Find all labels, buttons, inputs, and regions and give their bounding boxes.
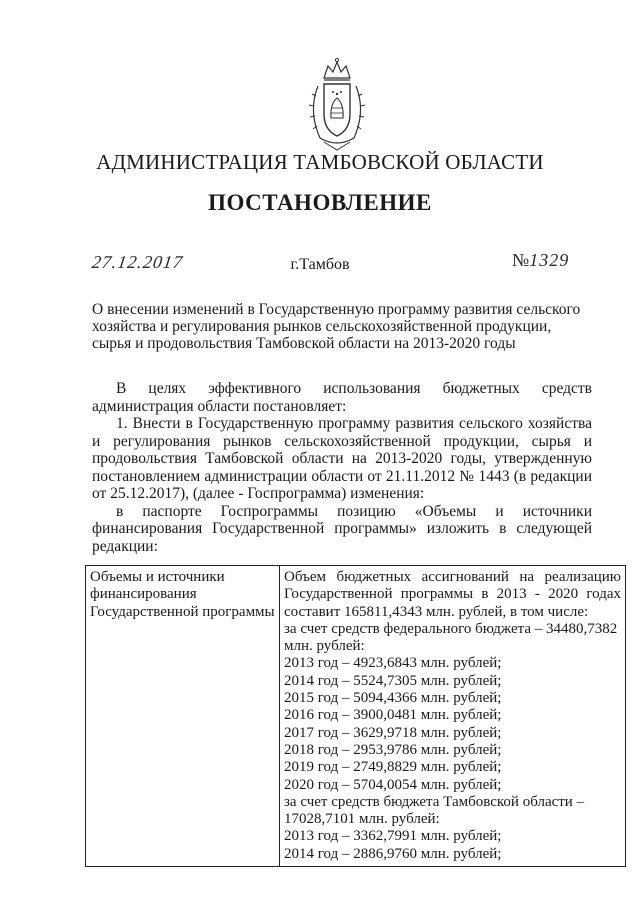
- table-row: [86, 566, 626, 867]
- table-value-cell: [280, 566, 626, 867]
- number-value: 1329: [529, 250, 570, 270]
- body-paragraph-2: 1. Внести в Государственную программу развития сельского хозяйства и регулирования рынков сельскохозяйственной продукции, сырья и продовольствия Тамбовской области на 2013-2020 годы, утвержденную постановлением администрации области от 21.11.2012 № 1443 (в редакции от 25.12.2017), (далее - Госпрограмма) изменения:: [92, 415, 592, 502]
- regional-header: за счет средств бюджета Тамбовской области – 17028,7101 млн. рублей:: [284, 793, 585, 828]
- body-paragraph-3: в паспорте Госпрограммы позицию «Объемы и источники финансирования Государственной программы» изложить в следующей редакции:: [92, 502, 592, 555]
- regional-year-line: 2014 год – 2886,9760 млн. рублей;: [284, 845, 502, 862]
- body-paragraph-1: В целях эффективного использования бюджетных средств администрация области постановляет:: [92, 380, 592, 415]
- number-prefix: №: [512, 250, 530, 270]
- document-body: [92, 380, 592, 555]
- document-number: [512, 250, 569, 271]
- federal-header: за счет средств федерального бюджета – 34480,7382 млн. рублей:: [284, 620, 618, 655]
- coat-of-arms-emblem: [304, 56, 370, 152]
- federal-year-line: 2018 год – 2953,9786 млн. рублей;: [284, 741, 502, 758]
- federal-year-line: 2014 год – 5524,7305 млн. рублей;: [284, 672, 502, 689]
- federal-year-line: 2013 год – 4923,6843 млн. рублей;: [284, 655, 502, 672]
- document-subject: О внесении изменений в Государственную программу развития сельского хозяйства и регулирования рынков сельскохозяйственной продукции, сырья и продовольствия Тамбовской области на 2013-2020 годы: [92, 301, 581, 352]
- regional-year-line: 2013 год – 3362,7991 млн. рублей;: [284, 828, 502, 845]
- federal-year-line: 2020 год – 5704,0054 млн. рублей;: [284, 776, 502, 793]
- federal-year-line: 2019 год – 2749,8829 млн. рублей;: [284, 759, 502, 776]
- funding-intro: Объем бюджетных ассигнований на реализацию Государственной программы в 2013 - 2020 годах составит 165811,4343 млн. рублей, в том числе:: [284, 569, 621, 620]
- document-city: г.Тамбов: [290, 256, 350, 273]
- federal-year-line: 2016 год – 3900,0481 млн. рублей;: [284, 707, 502, 724]
- organization-title: АДМИНИСТРАЦИЯ ТАМБОВСКОЙ ОБЛАСТИ: [96, 150, 544, 174]
- federal-year-line: 2017 год – 3629,9718 млн. рублей;: [284, 724, 502, 741]
- table-label-cell: Объемы и источники финансирования Государственной программы: [86, 566, 280, 867]
- document-type-title: ПОСТАНОВЛЕНИЕ: [208, 190, 432, 215]
- federal-year-line: 2015 год – 5094,4366 млн. рублей;: [284, 690, 502, 707]
- document-date: 27.12.2017: [90, 252, 185, 272]
- passport-table: [85, 565, 626, 867]
